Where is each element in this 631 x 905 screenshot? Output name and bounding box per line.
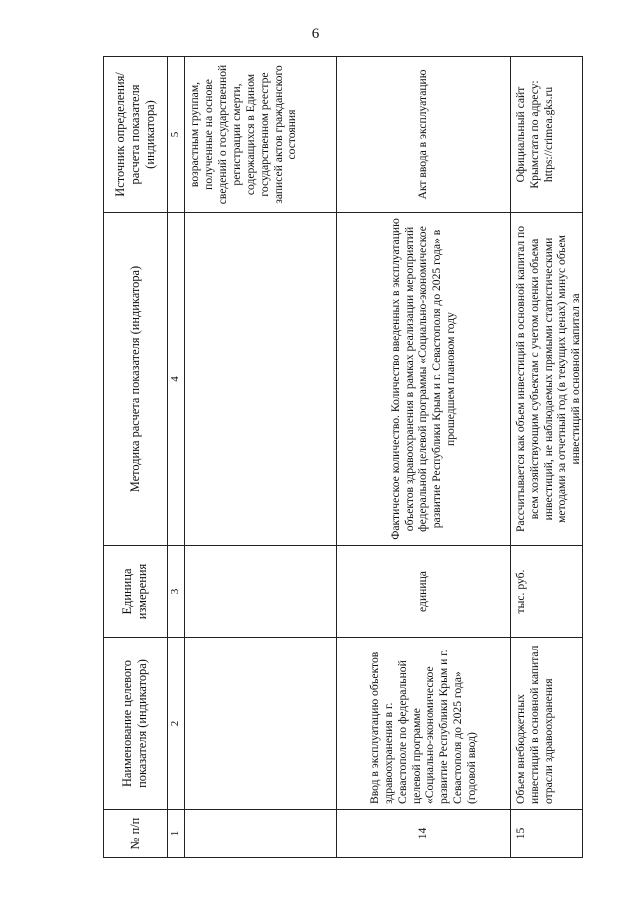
column-number: 3: [167, 546, 184, 638]
header-num: № п/п: [104, 810, 168, 858]
row-num-cell: 14: [337, 810, 511, 858]
column-number: 5: [167, 57, 184, 213]
header-unit: Единица измерения: [104, 546, 168, 638]
page-number: 6: [311, 26, 320, 42]
table-row: [510, 57, 582, 858]
indicator-methodology-table: [103, 56, 583, 858]
header-name: Наименование целевого показателя (индикатора): [104, 638, 168, 810]
row-method-cell: [510, 213, 582, 546]
row-unit-cell: единица: [337, 546, 511, 638]
row-source-cell: Акт ввода в эксплуатацию: [337, 57, 511, 213]
column-number: 1: [167, 810, 184, 858]
header-source: Источник определения/ расчета показателя (индикатора): [104, 57, 168, 213]
continuation-name-cell: [185, 638, 337, 810]
rotated-table-container: [103, 57, 583, 858]
column-numbers-row: [167, 57, 184, 858]
continuation-num-cell: [185, 810, 337, 858]
column-number: 2: [167, 638, 184, 810]
continuation-row: [185, 57, 337, 858]
row-method-cell: Фактическое количество. Количество введенных в эксплуатацию объектов здравоохранения в рамках реализации мероприятий федеральной целевой программы «Социально-экономическое развитие Республики Крым и г. Севастополя до 2025 года» в прошедшем плановом году: [337, 213, 511, 546]
table-row: [337, 57, 511, 858]
row-source-cell: Официальный сайт Крымстата по адресу: https://crimea.gks.ru: [510, 57, 582, 213]
row-name-cell: Объем внебюджетных инвестиций в основной капитал отрасли здравоохранения: [510, 638, 582, 810]
continuation-unit-cell: [185, 546, 337, 638]
table-header-row: [104, 57, 168, 858]
row-method-text: Рассчитывается как объем инвестиций в основной капитал по всем хозяйствующим субъектам с учетом оценки объема инвестиций, не наблюдаемых прямыми статистическими методами за отчетный год (в текущих ценах) минус объем инвестиций в основной капитал за: [513, 225, 583, 533]
row-name-cell: Ввод в эксплуатацию объектов здравоохранения в г. Севастополе по федеральной целевой программе «Социально-экономическое развитие Республики Крым и г. Севастополя до 2025 года» (годовой ввод): [337, 638, 511, 810]
continuation-method-cell: [185, 213, 337, 546]
continuation-source-cell: возрастным группам, полученные на основе сведений о государственной регистрации смерти, содержащихся в Едином государственном реестре записей актов гражданского состояния: [185, 57, 337, 213]
row-unit-cell: тыс. руб.: [510, 546, 582, 638]
header-method: Методика расчета показателя (индикатора): [104, 213, 168, 546]
row-num-cell: 15: [510, 810, 582, 858]
column-number: 4: [167, 213, 184, 546]
